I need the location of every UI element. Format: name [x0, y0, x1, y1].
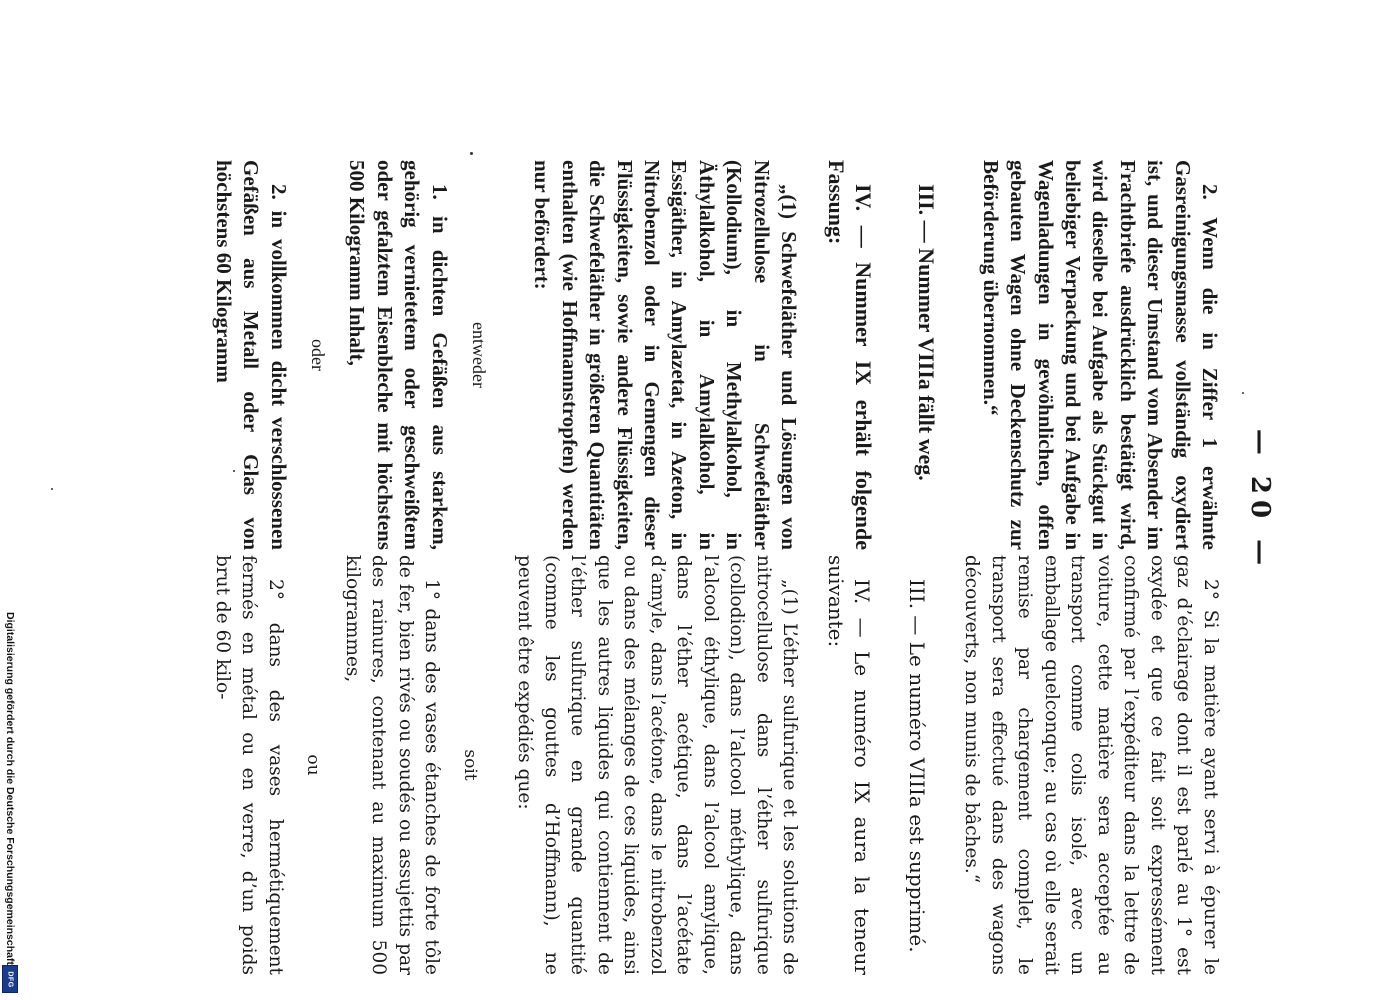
fr-word-soit: soit — [460, 749, 480, 781]
french-column — [209, 555, 1224, 975]
fr-item-2: 2° dans des vases hermétiquement fermés en métal ou en verre, d’un poids brut de 60 kilo- — [212, 555, 286, 975]
scan-speck — [233, 470, 235, 472]
german-column — [209, 160, 1223, 550]
fr-item-1: 1° dans des vases étanches de forte tôle de fer, bien rivés ou soudés ou assujettis par des rainures, contenant au maximum 500 kilogrammes, — [342, 555, 443, 975]
de-item-1: 1. in dichten Gefäßen aus starkem, gehörig vernietetem oder geschweißtem oder gefalztem Eisenbleche mit höchstens 500 Kilogramm Inhalt, — [345, 160, 452, 550]
page-number: — 20 — — [1245, 428, 1275, 572]
digitization-credit: Digitalisierung gefördert durch die Deutsche Forschungsgemeinschaft — [4, 612, 16, 965]
fr-section-iii: III. — Le numéro VIIIa est supprimé. — [905, 579, 929, 953]
fr-paragraph-2: 2° Si la matière ayant servi à épurer le gaz d’éclairage dont il est parlé au 1° est oxydée et que ce fait soit expressément confirmé par l’expéditeur dans la lettre de voiture, cette matière sera acceptée au transport comme colis isolé, avec un emballage quelconque; au cas où elle serait remise par chargement complet, le transport sera effectué dans des wagons découverts, non munis de bâches.“ — [961, 555, 1221, 975]
scan-speck — [51, 488, 53, 490]
de-paragraph-2: 2. Wenn die in Ziffer 1 erwähnte Gasreinigungsmasse vollständig oxydiert ist, und dieser Umstand vom Absender im Frachtbriefe ausdrücklich bestätigt wird, wird dieselbe bei Aufgabe als Stückgut in beliebiger Verpackung und bei Aufgabe in Wagenladungen in gewöhnlichen, offen gebauten Wagen ohne Deckenschutz zur Beförderung übernommen.“ — [978, 160, 1222, 550]
fr-paragraph-ix: „(1) L’éther sulfurique et les solutions de nitrocellulose dans l’éther sulfurique (collodion), dans l’alcool méthylique, dans l’alcool éthylique, dans l’alcool amylique, dans l’éther acétique, dans l’acétate d’amyle, dans l’acétone, dans le nitrobenzol ou dans des mélanges de ces liquides, ainsi que les autres liquides qui contiennent de l’éther sulfurique en grande quantité (comme les gouttes d’Hoffmann), ne peuvent être expédiés que: — [514, 555, 801, 975]
dfg-logo-icon — [2, 965, 18, 993]
scan-speck — [470, 152, 473, 155]
fr-word-ou: ou — [303, 754, 324, 776]
de-section-iv: IV. — Nummer IX erhält folgende Fassung: — [823, 160, 876, 550]
de-item-2: 2. in vollkommen dicht verschlossenen Gefäßen aus Metall oder Glas von höchstens 60 Kilogramm — [211, 160, 291, 550]
scan-speck — [1242, 392, 1244, 394]
de-paragraph-ix: „(1) Schwefeläther und Lösungen von Nitrozellulose in Schwefeläther (Kollodium), in Methylalkohol, in Äthylalkohol, in Amylalkohol, in Essigäther, in Amylazetat, in Azeton, in Nitrobenzol oder in Gemengen dieser Flüssigkeiten, sowie andere Flüssigkeiten, die Schwefeläther in größeren Quantitäten enthalten (wie Hoffmannstropfen) werden nur befördert: — [530, 160, 802, 550]
de-word-oder: oder — [308, 339, 329, 371]
dfg-logo-text: DFG — [6, 970, 14, 988]
de-word-entweder: entweder — [469, 322, 490, 388]
fr-section-iv: IV. — Le numéro IX aura la teneur suivante: — [824, 555, 875, 975]
de-section-iii: III. — Nummer VIIIa fällt weg. — [914, 184, 940, 481]
